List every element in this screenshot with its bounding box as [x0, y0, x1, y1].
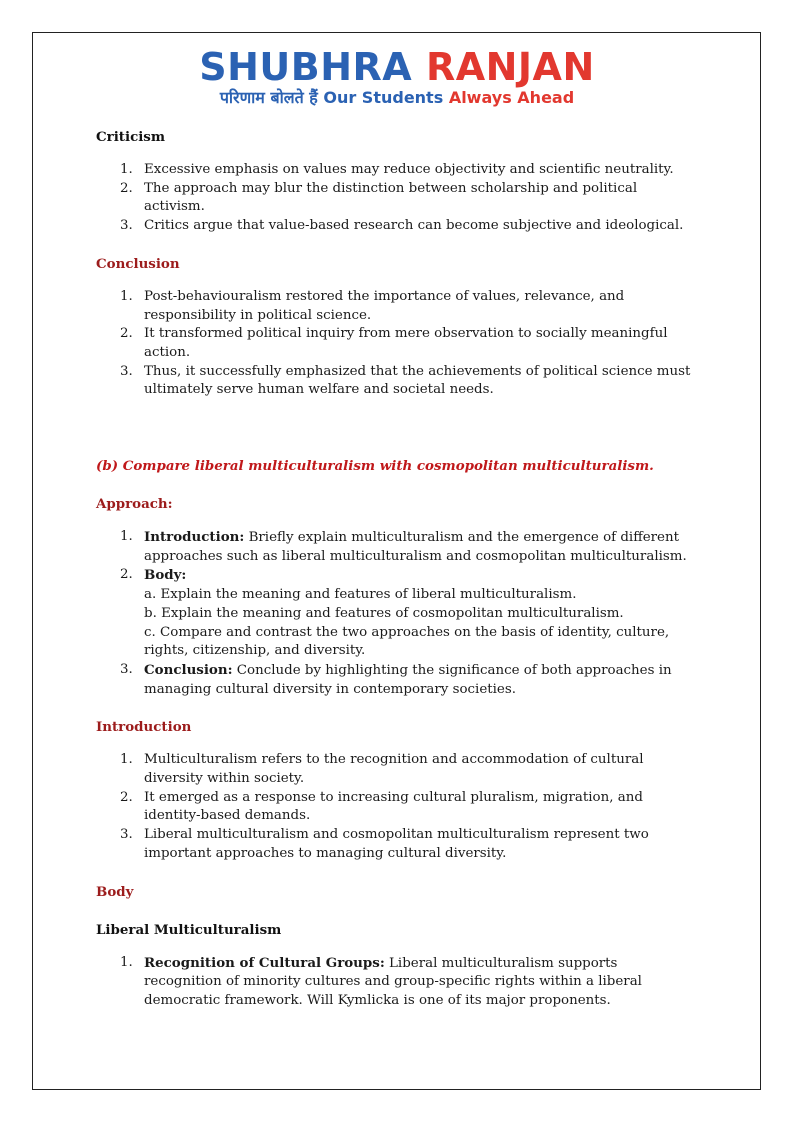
- brand-tagline: [0, 88, 794, 108]
- list-item: 3. Liberal multiculturalism and cosmopolitan multiculturalism represent two important approaches to managing cultural diversity.: [120, 827, 649, 861]
- body-list: [96, 954, 696, 1011]
- list-item: 2. Body: a. Explain the meaning and features of liberal multiculturalism. b. Explain the meaning and features of cosmopolitan multiculturalism. c. Compare and contrast the two approaches on the basis of identity, culture, rights, citizenship, and diversity.: [96, 566, 696, 661]
- list-item: 1. Excessive emphasis on values may reduce objectivity and scientific neutrality.: [120, 162, 674, 177]
- introduction-heading: Introduction: [96, 719, 192, 736]
- liberal-multiculturalism-heading: Liberal Multiculturalism: [96, 921, 282, 938]
- conclusion-list: [96, 288, 696, 400]
- list-item: 1. Post-behaviouralism restored the importance of values, relevance, and responsibility in political science.: [120, 288, 625, 323]
- criticism-list: [96, 161, 696, 236]
- approach-list: [96, 528, 696, 699]
- brand-logo: [0, 44, 794, 108]
- approach-heading: Approach:: [96, 496, 173, 513]
- brand-first: SHUBHRA: [199, 45, 413, 89]
- list-item: 2. It transformed political inquiry from mere observation to socially meaningful action.: [120, 326, 668, 360]
- introduction-list: [96, 751, 696, 863]
- conclusion-heading: Conclusion: [96, 255, 180, 272]
- body-heading: Body: [96, 883, 134, 900]
- brand-second: RANJAN: [425, 45, 595, 89]
- tagline-en-1: Our Students: [323, 88, 444, 107]
- list-item: 3. Thus, it successfully emphasized that the achievements of political science must ultimately serve human welfare and societal needs.: [120, 363, 691, 398]
- criticism-heading: Criticism: [96, 129, 166, 145]
- tagline-hindi: परिणाम बोलते हैं: [219, 88, 318, 107]
- body-point-c: c. Compare and contrast the two approaches on the basis of identity, culture, rights, citizenship, and diversity.: [144, 624, 670, 659]
- list-item: 3. Conclusion: Conclude by highlighting the significance of both approaches in managing cultural diversity in contemporary societies.: [120, 661, 672, 697]
- list-item: 2. The approach may blur the distinction between scholarship and political activism.: [120, 180, 638, 215]
- document-content: [96, 127, 696, 1011]
- list-item: 2. It emerged as a response to increasing cultural pluralism, migration, and identity-based demands.: [120, 789, 643, 824]
- question-b: (b) Compare liberal multiculturalism with cosmopolitan multiculturalism.: [96, 458, 654, 475]
- list-item: 1. Multiculturalism refers to the recognition and accommodation of cultural diversity within society.: [120, 752, 644, 787]
- body-point-b: b. Explain the meaning and features of cosmopolitan multiculturalism.: [144, 605, 624, 621]
- tagline-en-2: Always Ahead: [448, 88, 575, 107]
- list-item: 1. Recognition of Cultural Groups: Liberal multiculturalism supports recognition of minority cultures and group-specific rights within a liberal democratic framework. Will Kymlicka is one of its major proponents.: [120, 954, 642, 1008]
- brand-name: [0, 44, 794, 90]
- list-item: 3. Critics argue that value-based research can become subjective and ideological.: [120, 218, 684, 234]
- body-point-a: a. Explain the meaning and features of liberal multiculturalism.: [144, 587, 577, 603]
- list-item: 1. Introduction: Briefly explain multiculturalism and the emergence of different approaches such as liberal multiculturalism and cosmopolitan multiculturalism.: [120, 529, 687, 564]
